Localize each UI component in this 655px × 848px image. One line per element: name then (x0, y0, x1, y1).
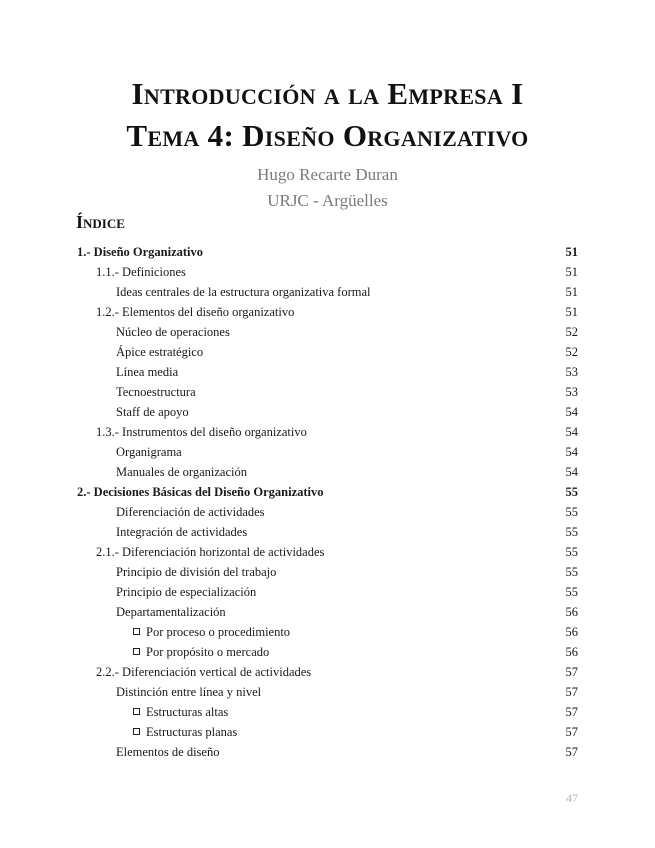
toc-entry-label: 2.- Decisiones Básicas del Diseño Organizativo (77, 485, 324, 499)
square-bullet-icon (133, 728, 140, 735)
toc-entry-label: Ápice estratégico (116, 345, 204, 359)
toc-entry-page: 54 (565, 445, 578, 459)
toc-entry-label: Integración de actividades (116, 525, 248, 539)
toc-entry-page: 54 (565, 405, 578, 419)
toc-entry-label: Línea media (116, 365, 179, 379)
toc-entry-label: Núcleo de operaciones (116, 325, 230, 339)
toc-entry-label: Staff de apoyo (116, 405, 189, 419)
toc-entry[interactable] (0, 342, 655, 362)
toc-entry-label: Por propósito o mercado (146, 645, 270, 659)
square-bullet-icon (133, 708, 140, 715)
author-name: Hugo Recarte Duran (257, 165, 398, 184)
toc-entry[interactable] (0, 582, 655, 602)
toc-entry-page: 56 (565, 605, 578, 619)
toc-entry-page: 51 (565, 305, 578, 319)
toc-entry-page: 53 (565, 365, 578, 379)
toc-entry-page: 56 (565, 645, 578, 659)
toc-entry-page: 57 (565, 705, 578, 719)
toc-entry-page: 57 (565, 685, 578, 699)
toc-entry-page: 54 (565, 465, 578, 479)
page-number: 47 (566, 791, 578, 805)
toc-entry-page: 52 (565, 325, 578, 339)
toc-entry[interactable] (0, 242, 655, 262)
index-heading: Índice (76, 212, 125, 232)
toc-entry-label: Elementos de diseño (116, 745, 220, 759)
toc-entry-page: 57 (565, 725, 578, 739)
toc-entry-label: Estructuras altas (146, 705, 229, 719)
toc-entry-page: 55 (565, 585, 578, 599)
toc-entry[interactable] (0, 402, 655, 422)
toc-entry[interactable] (0, 662, 655, 682)
toc-entry-label: Estructuras planas (146, 725, 238, 739)
toc-entry[interactable] (0, 722, 655, 742)
toc-entry[interactable] (0, 682, 655, 702)
toc-entry-label: Diferenciación de actividades (116, 505, 265, 519)
table-of-contents (0, 242, 655, 762)
toc-entry-label: 2.1.- Diferenciación horizontal de actividades (96, 545, 325, 559)
toc-entry[interactable] (0, 382, 655, 402)
toc-entry-page: 55 (565, 525, 578, 539)
square-bullet-icon (133, 628, 140, 635)
toc-entry-page: 56 (565, 625, 578, 639)
toc-entry[interactable] (0, 322, 655, 342)
toc-entry-label: Departamentalización (116, 605, 226, 619)
toc-entry-page: 51 (565, 245, 578, 259)
toc-entry-label: Principio de especialización (116, 585, 257, 599)
toc-entry-page: 55 (565, 485, 578, 499)
toc-entry-label: 1.- Diseño Organizativo (77, 245, 204, 259)
toc-entry[interactable] (0, 262, 655, 282)
document-title-line2: Tema 4: Diseño Organizativo (126, 118, 529, 153)
toc-entry-label: Ideas centrales de la estructura organizativa formal (116, 285, 371, 299)
toc-entry[interactable] (0, 362, 655, 382)
toc-entry-label: Principio de división del trabajo (116, 565, 277, 579)
toc-entry[interactable] (0, 622, 655, 642)
toc-entry[interactable] (0, 502, 655, 522)
toc-entry-label: 1.3.- Instrumentos del diseño organizativo (96, 425, 307, 439)
toc-entry-label: 1.1.- Definiciones (96, 265, 186, 279)
toc-entry-page: 55 (565, 545, 578, 559)
toc-entry[interactable] (0, 302, 655, 322)
toc-entry-page: 54 (565, 425, 578, 439)
toc-entry[interactable] (0, 282, 655, 302)
toc-entry-label: Manuales de organización (116, 465, 247, 479)
toc-entry-page: 53 (565, 385, 578, 399)
toc-entry[interactable] (0, 702, 655, 722)
square-bullet-icon (133, 648, 140, 655)
toc-entry-page: 55 (565, 505, 578, 519)
toc-entry-page: 51 (565, 265, 578, 279)
toc-entry[interactable] (0, 602, 655, 622)
toc-entry[interactable] (0, 522, 655, 542)
institution-name: URJC - Argüelles (267, 191, 388, 210)
toc-entry[interactable] (0, 542, 655, 562)
toc-entry[interactable] (0, 442, 655, 462)
toc-entry-label: Por proceso o procedimiento (146, 625, 291, 639)
toc-entry-label: Organigrama (116, 445, 182, 459)
toc-entry-label: 1.2.- Elementos del diseño organizativo (96, 305, 295, 319)
toc-entry[interactable] (0, 642, 655, 662)
toc-entry-page: 57 (565, 745, 578, 759)
toc-entry[interactable] (0, 742, 655, 762)
toc-entry-page: 55 (565, 565, 578, 579)
document-title-line1: Introducción a la Empresa I (131, 76, 524, 111)
toc-entry-page: 57 (565, 665, 578, 679)
toc-entry-page: 52 (565, 345, 578, 359)
toc-entry-label: Tecnoestructura (116, 385, 196, 399)
toc-entry-page: 51 (565, 285, 578, 299)
toc-entry[interactable] (0, 562, 655, 582)
toc-entry-label: 2.2.- Diferenciación vertical de actividades (96, 665, 312, 679)
toc-entry[interactable] (0, 482, 655, 502)
toc-entry[interactable] (0, 422, 655, 442)
toc-entry-label: Distinción entre línea y nivel (116, 685, 262, 699)
toc-entry[interactable] (0, 462, 655, 482)
